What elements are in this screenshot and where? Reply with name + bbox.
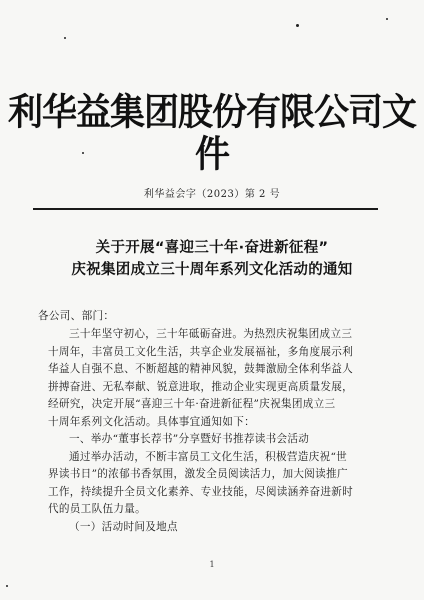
- section-heading: 一、举办“董事长荐书”分享暨好书推荐读书会活动: [69, 433, 310, 445]
- subsection-heading: （一）活动时间及地点: [69, 520, 178, 533]
- body-line: 界读书日”的浓郁书香氛围，激发全员阅读活力，加大阅读推广: [48, 468, 348, 480]
- body-line: 三十年坚守初心，三十年砥砺奋进。为热烈庆祝集团成立三: [69, 328, 353, 340]
- page-number: 1: [209, 560, 215, 569]
- notice-title-line2: 庆祝集团成立三十周年系列文化活动的通知: [71, 262, 353, 278]
- notice-title-line1: 关于开展“喜迎三十年·奋进新征程”: [95, 240, 329, 256]
- scan-speck: [296, 24, 299, 27]
- body-line: 代的员工队伍力量。: [48, 503, 147, 515]
- header-divider: [33, 208, 378, 210]
- body-line: 通过举办活动，不断丰富员工文化生活，积极营造庆祝“世: [69, 450, 348, 463]
- scan-speck: [64, 37, 66, 39]
- body-line: 十周年，丰富员工文化生活，共享企业发展福祉，多角度展示利: [48, 345, 354, 358]
- scan-speck: [6, 585, 8, 587]
- body-text: [48, 326, 388, 536]
- scan-speck: [386, 18, 388, 20]
- addressee: 各公司、部门：: [38, 310, 115, 322]
- body-line: 经研究，决定开展“喜迎三十年·奋进新征程”庆祝集团成立三: [48, 398, 336, 410]
- document-number: 利华益会字（2023）第 2 号: [143, 189, 281, 200]
- body-line: 十周年系列文化活动。具体事宜通知如下：: [48, 415, 255, 428]
- org-title: 利华益集团股份有限公司文件: [7, 92, 416, 176]
- body-line: 拼搏奋进、无私奉献、锐意进取，推动企业实现更高质量发展，: [48, 380, 354, 393]
- body-line: 工作，持续提升全员文化素养、专业技能，尽阅读涵养奋进新时: [48, 485, 354, 498]
- body-line: 华益人自强不息、不断超越的精神风貌，鼓舞激励全体利华益人: [48, 363, 354, 375]
